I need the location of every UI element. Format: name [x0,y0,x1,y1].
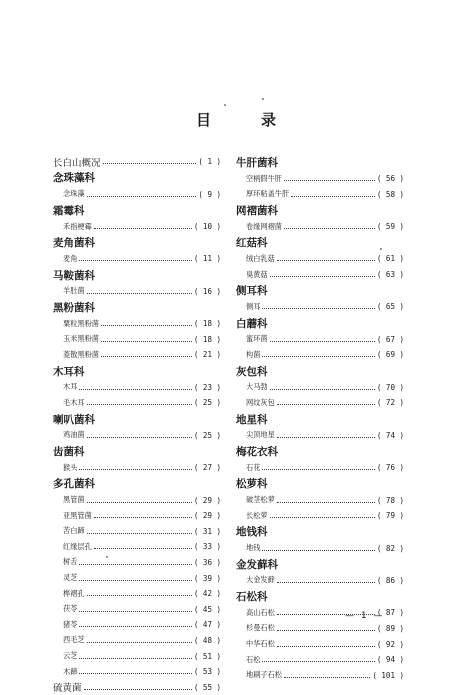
scan-speck [380,248,382,250]
entry-name: 灵芝 [63,573,78,583]
entry-page-number: ( 79 ) [376,511,404,521]
dot-leader [79,611,192,612]
toc-family-heading [53,202,221,219]
toc-entry[interactable] [236,251,404,267]
toc-family-heading [236,588,404,605]
dot-leader [101,325,192,326]
entry-page-number: ( 45 ) [193,604,221,614]
dot-leader [94,517,192,518]
entry-name: 猪苓 [63,619,78,629]
entry-name: 玉米黑粉菌 [63,334,99,344]
entry-page-number: ( 23 ) [193,382,221,392]
entry-name: 尖顶地星 [246,430,275,440]
dot-leader [87,196,197,197]
entry-page-number: ( 78 ) [376,495,404,505]
family-name: 霜霉科 [53,204,85,217]
toc-entry[interactable] [53,332,221,348]
toc-entry[interactable] [53,347,221,363]
page-title [196,109,276,130]
entry-name: 杉曼石松 [246,623,275,633]
toc-entry[interactable] [53,492,221,508]
entry-page-number: ( 87 ) [376,608,404,618]
entry-name: 菱散黑粉菌 [63,349,99,359]
dot-leader [284,677,370,678]
dot-leader [79,626,192,627]
toc-family-heading [236,154,404,171]
entry-name: 红缘层孔 [63,541,92,551]
toc-family-heading [236,443,404,460]
entry-page-number: ( 48 ) [193,635,221,645]
entry-name: 厚环粘盖牛肝 [246,189,290,199]
toc-entry[interactable] [53,508,221,524]
entry-name: 桦褶孔 [63,588,85,598]
entry-page-number: ( 69 ) [376,350,404,360]
entry-page-number: ( 33 ) [193,542,221,552]
entry-name: 鸡油菌 [63,430,85,440]
entry-page-number: ( 51 ) [193,651,221,661]
entry-page-number: ( 61 ) [376,254,404,264]
dot-leader [270,389,375,390]
entry-page-number: ( 70 ) [376,382,404,392]
entry-name: 硫黄菌 [53,683,82,695]
toc-entry[interactable] [236,347,404,363]
dot-leader [94,228,192,229]
dot-leader [87,437,192,438]
entry-page-number: ( 74 ) [376,430,404,440]
toc-family-heading [236,523,404,540]
toc-entry[interactable] [53,154,221,170]
dot-leader [262,550,375,551]
toc-entry[interactable] [53,679,221,695]
toc-right-column [236,154,404,683]
family-name: 念珠藻科 [53,172,95,185]
toc-entry[interactable] [236,460,404,476]
toc-left-column [53,154,221,695]
entry-page-number: ( 39 ) [193,573,221,583]
toc-entry[interactable] [236,636,404,652]
entry-name: 念珠藻 [63,189,85,199]
entry-name: 构菌 [246,349,261,359]
toc-entry[interactable] [53,380,221,396]
toc-family-heading [236,411,404,428]
dot-leader [79,580,192,581]
entry-name: 羊肚菌 [63,286,85,296]
title-char-1: 目 [196,111,212,129]
entry-page-number: ( 92 ) [376,639,404,649]
entry-name: 绒白乳菇 [246,253,275,263]
family-name: 牛肝菌科 [236,156,278,169]
entry-page-number: ( 56 ) [376,174,404,184]
toc-family-heading [236,315,404,332]
family-name: 松萝科 [236,478,268,491]
toc-entry[interactable] [53,523,221,539]
family-name: 白蘑科 [236,317,268,330]
family-name: 马鞍菌科 [53,269,95,282]
toc-entry[interactable] [236,508,404,524]
entry-name: 长白山概况 [53,157,101,169]
dot-leader [79,469,192,470]
entry-name: 木耳 [63,382,78,392]
scan-speck [262,98,264,100]
entry-name: 地刷子石松 [246,670,282,680]
entry-page-number: ( 94 ) [376,655,404,665]
entry-page-number: ( 82 ) [376,543,404,553]
family-name: 侧耳科 [236,285,268,298]
entry-page-number: ( 76 ) [376,463,404,473]
dot-leader [277,502,375,503]
dot-leader [262,469,375,470]
entry-name: 云芝 [63,651,78,661]
entry-name: 网纹灰包 [246,397,275,407]
scan-speck [224,104,226,106]
dot-leader [277,646,375,647]
family-name: 红菇科 [236,237,268,250]
toc-entry[interactable] [53,633,221,649]
toc-entry[interactable] [236,395,404,411]
entry-name: 禾指梗霉 [63,221,92,231]
dot-leader [79,658,192,659]
toc-entry[interactable] [53,617,221,633]
dot-leader [277,260,375,261]
page-number-footer: — 1 — [345,611,385,621]
toc-entry[interactable] [53,395,221,411]
entry-name: 侧耳 [246,301,261,311]
entry-page-number: ( 27 ) [193,463,221,473]
entry-name: 大马勃 [246,382,268,392]
entry-page-number: ( 31 ) [193,526,221,536]
dot-leader [262,356,375,357]
entry-page-number: ( 18 ) [193,334,221,344]
dot-leader [94,548,192,549]
toc-family-heading [53,234,221,251]
dot-leader [87,502,192,503]
family-name: 麦角菌科 [53,237,95,250]
toc-entry[interactable] [236,621,404,637]
entry-name: 空柄假牛肝 [246,173,282,183]
toc-family-heading [53,299,221,316]
toc-entry[interactable] [236,573,404,589]
family-name: 黑粉菌科 [53,302,95,315]
toc-entry[interactable] [53,586,221,602]
family-name: 金发藓科 [236,558,278,571]
toc-entry[interactable] [53,570,221,586]
toc-entry[interactable] [236,380,404,396]
entry-name: 中华石松 [246,639,275,649]
toc-entry[interactable] [53,648,221,664]
family-name: 多孔菌科 [53,478,95,491]
toc-entry[interactable] [53,316,221,332]
dot-leader [79,260,192,261]
toc-entry[interactable] [53,664,221,680]
toc-family-heading [53,267,221,284]
toc-entry[interactable] [236,667,404,683]
dot-leader [270,276,375,277]
dot-leader [262,661,375,662]
entry-page-number: ( 53 ) [193,667,221,677]
toc-family-heading [53,170,221,187]
toc-family-heading [236,363,404,380]
toc-entry[interactable] [53,284,221,300]
toc-family-heading [53,476,221,493]
entry-page-number: ( 29 ) [193,511,221,521]
entry-page-number: ( 21 ) [193,350,221,360]
entry-name: 石花 [246,462,261,472]
entry-name: 大金发藓 [246,575,275,585]
dot-leader [284,228,375,229]
toc-family-heading [236,282,404,299]
family-name: 木耳科 [53,365,85,378]
entry-name: 树舌 [63,557,78,567]
entry-name: 粟粒黑粉菌 [63,318,99,328]
entry-name: 麦角 [63,253,78,263]
toc-entry[interactable] [53,460,221,476]
scan-speck [106,556,108,558]
dot-leader [79,673,192,674]
dot-leader [291,196,375,197]
entry-name: 破茎松萝 [246,495,275,505]
toc-entry[interactable] [53,186,221,202]
entry-page-number: ( 72 ) [376,398,404,408]
family-name: 灰包科 [236,365,268,378]
entry-name: 长松萝 [246,510,268,520]
dot-leader [277,582,375,583]
dot-leader [284,180,375,181]
toc-entry[interactable] [53,601,221,617]
dot-leader [277,630,375,631]
toc-entry[interactable] [53,555,221,571]
entry-page-number: ( 1 ) [198,157,221,167]
entry-page-number: ( 86 ) [376,575,404,585]
toc-entry[interactable] [53,219,221,235]
family-name: 地钱科 [236,526,268,539]
dot-leader [84,689,192,690]
dot-leader [101,356,192,357]
dot-leader [270,341,375,342]
entry-page-number: ( 25 ) [193,430,221,440]
toc-family-heading [53,411,221,428]
entry-page-number: ( 9 ) [198,189,221,199]
toc-entry[interactable] [236,652,404,668]
toc-family-heading [53,443,221,460]
toc-entry[interactable] [53,428,221,444]
entry-page-number: ( 42 ) [193,589,221,599]
entry-page-number: ( 65 ) [376,302,404,312]
entry-name: 西毛芝 [63,635,85,645]
toc-entry[interactable] [236,332,404,348]
family-name: 网褶菌科 [236,204,278,217]
toc-entry[interactable] [236,428,404,444]
dot-leader [277,437,375,438]
dot-leader [79,389,192,390]
entry-page-number: ( 58 ) [376,189,404,199]
toc-entry[interactable] [236,540,404,556]
entry-page-number: ( 29 ) [193,495,221,505]
dot-leader [277,404,375,405]
entry-name: 木蹄 [63,666,78,676]
entry-page-number: ( 16 ) [193,286,221,296]
toc-family-heading [236,556,404,573]
entry-page-number: ( 18 ) [193,319,221,329]
toc-entry[interactable] [53,539,221,555]
entry-page-number: ( 25 ) [193,398,221,408]
dot-leader [270,517,375,518]
entry-page-number: ( 36 ) [193,557,221,567]
entry-page-number: ( 11 ) [193,254,221,264]
dot-leader [79,564,192,565]
dot-leader [87,595,192,596]
toc-family-heading [236,476,404,493]
dot-leader [101,341,192,342]
toc-entry[interactable] [236,171,404,187]
dot-leader [103,163,197,164]
toc-entry[interactable] [236,267,404,283]
family-name: 地星科 [236,413,268,426]
family-name: 梅花衣科 [236,446,278,458]
title-char-2: 录 [260,111,276,129]
toc-family-heading [236,202,404,219]
entry-page-number: ( 101 ) [372,670,404,680]
entry-page-number: ( 89 ) [376,623,404,633]
entry-page-number: ( 47 ) [193,620,221,630]
toc-entry[interactable] [53,251,221,267]
entry-name: 茯苓 [63,604,78,614]
family-name: 石松科 [236,591,268,604]
entry-page-number: ( 55 ) [193,682,221,692]
entry-name: 石松 [246,654,261,664]
toc-family-heading [236,234,404,251]
toc-family-heading [53,363,221,380]
entry-name: 亚黑管菌 [63,510,92,520]
entry-name: 卷缘网褶菌 [246,221,282,231]
entry-name: 毛木耳 [63,397,85,407]
toc-entry[interactable] [236,219,404,235]
dot-leader [87,642,192,643]
entry-page-number: ( 59 ) [376,222,404,232]
entry-name: 苦白蹄 [63,526,85,536]
entry-name: 黑管菌 [63,495,85,505]
entry-name: 地钱 [246,543,261,553]
entry-page-number: ( 10 ) [193,222,221,232]
toc-entry[interactable] [236,492,404,508]
entry-page-number: ( 63 ) [376,270,404,280]
entry-name: 蜜环菌 [246,334,268,344]
entry-name: 高山石松 [246,607,275,617]
dot-leader [87,404,192,405]
entry-name: 臭黄菇 [246,269,268,279]
dot-leader [87,533,192,534]
dot-leader [87,293,192,294]
entry-page-number: ( 67 ) [376,334,404,344]
family-name: 齿菌科 [53,446,85,458]
toc-entry[interactable] [236,299,404,315]
toc-entry[interactable] [236,186,404,202]
entry-name: 猴头 [63,462,78,472]
dot-leader [262,308,375,309]
family-name: 喇叭菌科 [53,413,95,426]
